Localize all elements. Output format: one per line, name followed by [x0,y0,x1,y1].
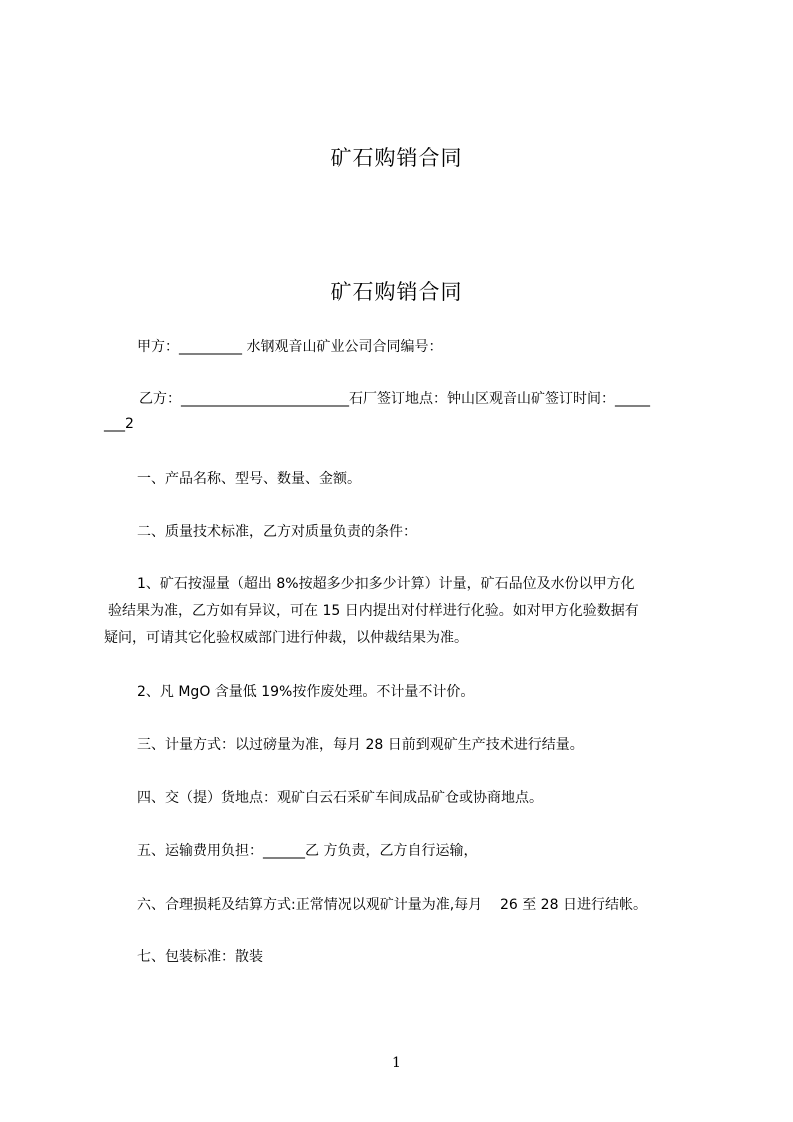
page-number: 1 [392,1055,401,1071]
clause-2-item-1-line-3: 疑问，可请其它化验权威部门进行仲裁，以仲裁结果为准。 [104,630,468,646]
document-title: 矿石购销合同 [330,146,463,170]
clause-3: 三、计量方式：以过磅量为准，每月 28 日前到观矿生产技术进行结量。 [137,737,584,753]
clause-2-item-1-line-1: 1、矿石按湿量（超出 8%按超多少扣多少计算）计量，矿石品位及水份以甲方化 [137,576,635,592]
party-b-line: 乙方：________________________石厂签订地点：钟山区观音山矿签订时间：_____ [139,391,650,407]
clause-5: 五、运输费用负担：______乙 方负责，乙方自行运输， [137,843,478,859]
party-a-line: 甲方：_________ 水钢观音山矿业公司合同编号： [137,339,443,355]
clause-1: 一、产品名称、型号、数量、金额。 [137,471,361,487]
clause-2-item-1-line-2: 验结果为准，乙方如有异议，可在 15 日内提出对付样进行化验。如对甲方化验数据有 [108,603,639,619]
clause-4: 四、交（提）货地点：观矿白云石采矿车间成品矿仓或协商地点。 [137,790,543,806]
party-b-line-continued: ___2 [104,416,134,432]
clause-6: 六、合理损耗及结算方式:正常情况以观矿计量为准,每月 26 至 28 日进行结帐。 [137,897,647,913]
clause-2-item-2: 2、凡 MgO 含量低 19%按作废处理。不计量不计价。 [137,684,475,700]
clause-7: 七、包装标准：散装 [137,949,263,965]
clause-2: 二、质量技术标准，乙方对质量负责的条件： [137,524,417,540]
contract-title: 矿石购销合同 [330,280,463,304]
